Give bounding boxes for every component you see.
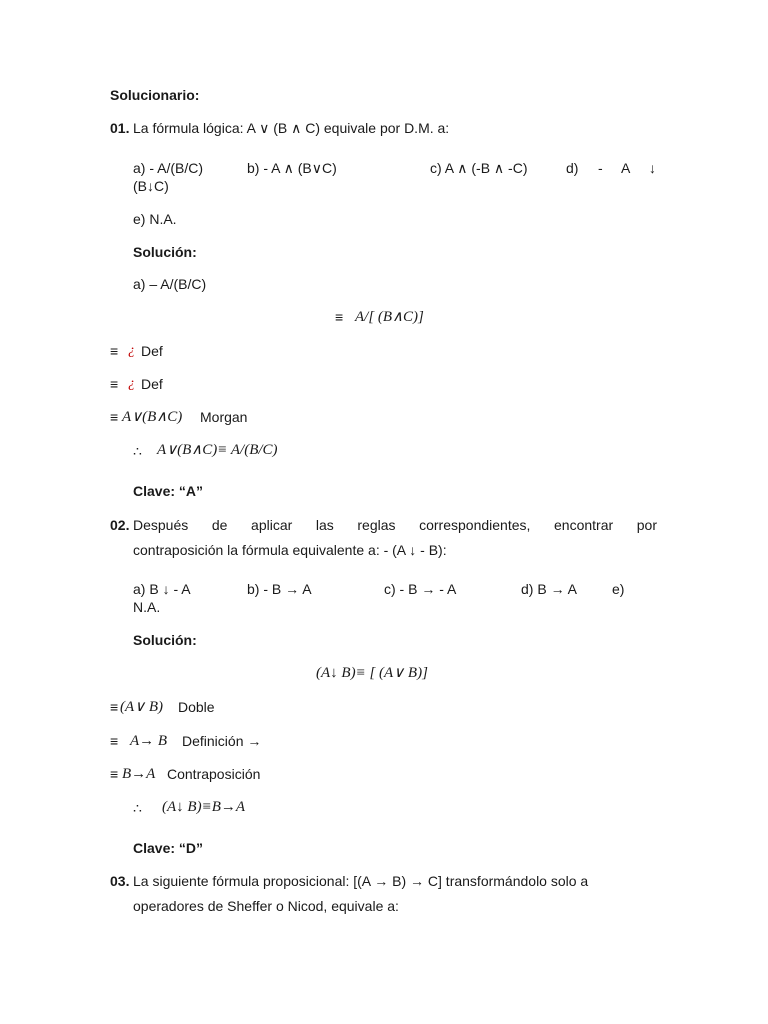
q2-step-1: (A↓ B)≡ [ (A∨ B)] [316, 665, 428, 681]
q2-option-e: e) [612, 581, 625, 597]
q1-step-2-text: Def [141, 343, 163, 359]
q2-option-a: a) B ↓ - A [133, 581, 191, 597]
q1-step-2-mark: ¿ [128, 343, 135, 358]
q2-step-3-math: A→ B [130, 733, 168, 749]
q1-step-3-sym: ≡ [110, 376, 119, 392]
q2-option-e-wrap: N.A. [133, 599, 161, 615]
q1-conclusion: A∨(B∧C)≡ A/(B/C) [157, 442, 278, 458]
q2-line-1-word: aplicar [251, 517, 293, 533]
q1-step-4-sym: ≡ [110, 409, 119, 425]
q1-option-a: a) - A/(B/C) [133, 160, 204, 176]
q2-option-c: c) - B → - A [384, 581, 457, 597]
q2-line-1-word: Después [133, 517, 189, 533]
q2-line-1-word: correspondientes, [419, 517, 531, 533]
q2-conclusion: (A↓ B)≡B→A [162, 799, 246, 815]
q1-solution-label: Solución: [133, 244, 197, 260]
q1-option-d-op: ↓ [649, 160, 656, 176]
q1-step-3-mark: ¿ [128, 376, 135, 391]
q2-therefore-symbol: ∴ [133, 800, 142, 816]
q2-line-1-word: reglas [357, 517, 396, 533]
q2-line-1-word: de [211, 517, 228, 533]
q2-option-b: b) - B → A [247, 581, 312, 597]
q1-number: 01. [110, 120, 130, 136]
q2-step-4-math: B→A [122, 766, 156, 782]
q2-statement-line-1 [133, 516, 657, 534]
q1-step-1-sym: ≡ [335, 309, 344, 325]
q2-statement-line-2: contraposición la fórmula equivalente a: - (A ↓ - B): [133, 542, 447, 558]
q2-line-1-word: por [636, 517, 657, 533]
q2-step-2-text: Doble [178, 699, 215, 715]
q1-statement: La fórmula lógica: A ∨ (B ∧ C) equivale por D.M. a: [133, 120, 450, 136]
q1-step-0: a) – A/(B/C) [133, 276, 207, 292]
q2-step-3-sym: ≡ [110, 733, 119, 749]
q3-statement-line-2: operadores de Sheffer o Nicod, equivale a: [133, 898, 399, 914]
q1-step-3-text: Def [141, 376, 163, 392]
q2-number: 02. [110, 517, 130, 533]
q2-step-3-text: Definición → [182, 733, 262, 749]
q2-step-2-math: (A∨ B) [120, 699, 164, 715]
q1-answer-key: Clave: “A” [133, 483, 204, 499]
q2-step-2-sym: ≡ [110, 699, 119, 715]
q1-step-1-math: A/[ (B∧C)] [355, 309, 424, 325]
q2-line-1-word: las [315, 517, 334, 533]
q2-answer-key: Clave: “D” [133, 840, 204, 856]
q2-step-4-sym: ≡ [110, 766, 119, 782]
q2-solution-label: Solución: [133, 632, 197, 648]
q3-statement-line-1: La siguiente fórmula proposicional: [(A → B) → C] transformándolo solo a [133, 873, 589, 889]
q2-option-d: d) B → A [521, 581, 578, 597]
q1-option-b: b) - A ∧ (B∨C) [247, 160, 337, 176]
q2-line-1-word: encontrar [554, 517, 614, 533]
q1-option-d-wrap: (B↓C) [133, 178, 169, 194]
q1-step-4-text: Morgan [200, 409, 248, 425]
q1-option-d-var: A [621, 160, 631, 176]
q1-option-e: e) N.A. [133, 211, 177, 227]
q1-option-d-label: d) [566, 160, 579, 176]
page-title: Solucionario: [110, 87, 200, 103]
q1-option-d-neg: - [598, 160, 603, 176]
q2-step-4-text: Contraposición [167, 766, 261, 782]
q1-step-2-sym: ≡ [110, 343, 119, 359]
q1-step-4-math: A∨(B∧C) [122, 409, 183, 425]
q1-therefore-symbol: ∴ [133, 443, 142, 459]
q1-option-c: c) A ∧ (-B ∧ -C) [430, 160, 528, 176]
q3-number: 03. [110, 873, 130, 889]
